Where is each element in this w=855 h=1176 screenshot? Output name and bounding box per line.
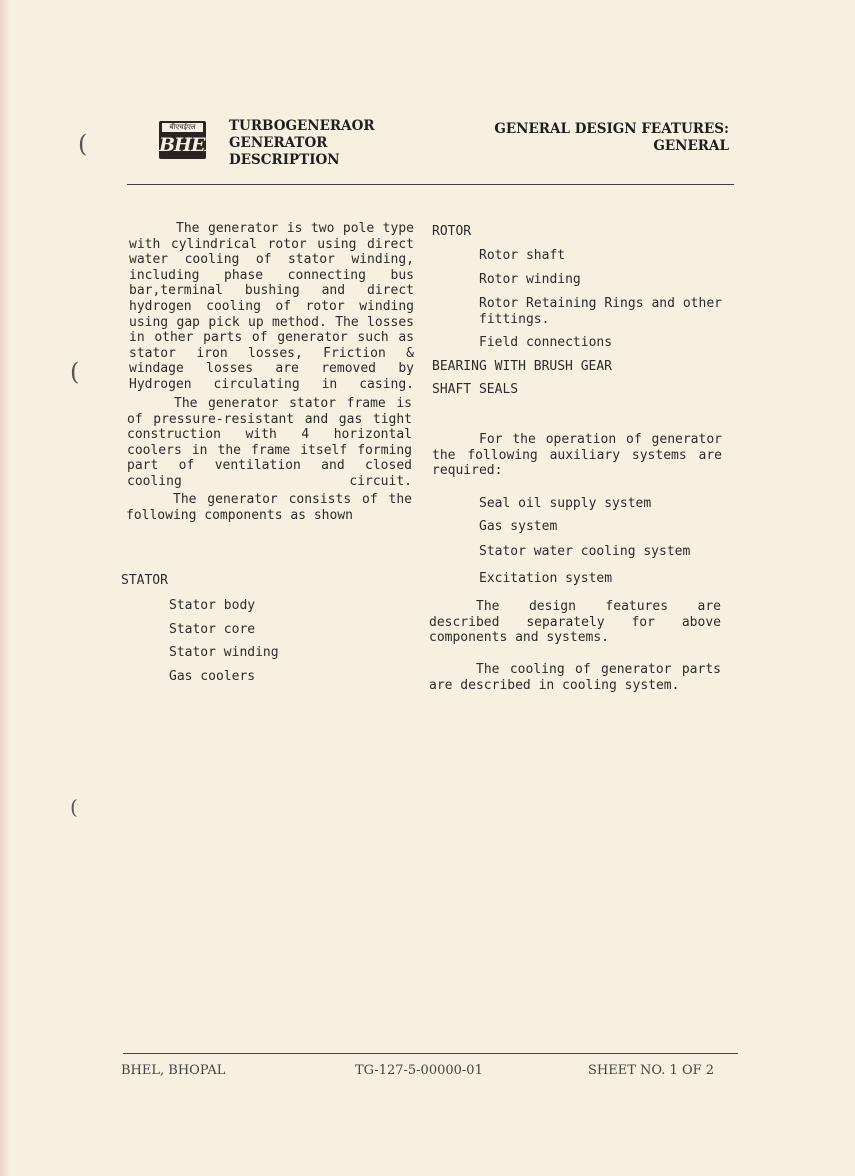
rotor-heading: ROTOR (432, 224, 472, 239)
cooling-text: The cooling of generator parts are described in cooling system. (429, 662, 721, 693)
logo-text: BHEL (159, 134, 217, 156)
rotor-item-text: Rotor Retaining Rings and other fittings. (479, 296, 722, 327)
footer-document-number: TG-127-5-00000-01 (355, 1063, 483, 1078)
aux-item: Seal oil supply system (479, 496, 652, 511)
components-text: The generator consists of the following components as shown (126, 492, 412, 523)
title-line: TURBOGENERAOR (229, 118, 375, 134)
stator-item: Gas coolers (169, 669, 256, 684)
title-line: GENERATOR (229, 135, 328, 151)
aux-item: Stator water cooling system (479, 544, 691, 559)
rotor-item (479, 296, 722, 327)
stator-frame-paragraph (127, 396, 412, 490)
aux-item: Excitation system (479, 571, 613, 586)
page-edge (0, 0, 10, 1176)
aux-item: Gas system (479, 519, 558, 534)
intro-text: The generator is two pole type with cylindrical rotor using direct water cooling of stator winding, including phase connecting bus bar,terminal bushing and direct hydrogen cooling of rotor winding using gap pick up method. The losses in other parts of generator such as stator iron losses, Friction & windage losses are removed by Hydrogen circulating in casing. (129, 221, 414, 392)
intro-paragraph (129, 221, 414, 393)
binder-mark-icon: ( (78, 130, 88, 158)
section-line: GENERAL DESIGN FEATURES: (494, 121, 729, 137)
stator-frame-text: The generator stator frame is of pressure-resistant and gas tight construction with 4 horizontal coolers in the frame itself forming part of ventilation and closed cooling circuit. (127, 396, 412, 489)
document-title (229, 118, 375, 169)
shaft-seals-heading: SHAFT SEALS (432, 382, 519, 397)
bhel-logo (159, 121, 217, 159)
title-line: DESCRIPTION (229, 152, 340, 168)
auxiliary-paragraph (432, 432, 722, 479)
stator-heading: STATOR (121, 573, 168, 588)
binder-mark-icon: ( (70, 795, 78, 819)
rotor-item: Rotor shaft (479, 248, 566, 263)
cooling-paragraph (429, 662, 721, 693)
auxiliary-text: For the operation of generator the following auxiliary systems are required: (432, 432, 722, 479)
stator-item: Stator winding (169, 645, 279, 660)
section-title (470, 121, 729, 155)
footer-rule (123, 1053, 738, 1054)
components-paragraph (126, 492, 412, 523)
stator-item: Stator core (169, 622, 256, 637)
footer-sheet-number: SHEET NO. 1 OF 2 (588, 1063, 715, 1078)
footer-organization: BHEL, BHOPAL (121, 1063, 226, 1078)
stator-item: Stator body (169, 598, 256, 613)
logo-top-text: बीएचईएल (162, 123, 203, 132)
design-paragraph (429, 599, 721, 646)
design-text: The design features are described separately for above components and systems. (429, 599, 721, 646)
bearing-heading: BEARING WITH BRUSH GEAR (432, 359, 613, 374)
section-line: GENERAL (653, 138, 729, 154)
header-rule (127, 184, 734, 185)
rotor-item: Field connections (479, 335, 613, 350)
binder-mark-icon: ( (70, 358, 80, 386)
rotor-item: Rotor winding (479, 272, 581, 287)
